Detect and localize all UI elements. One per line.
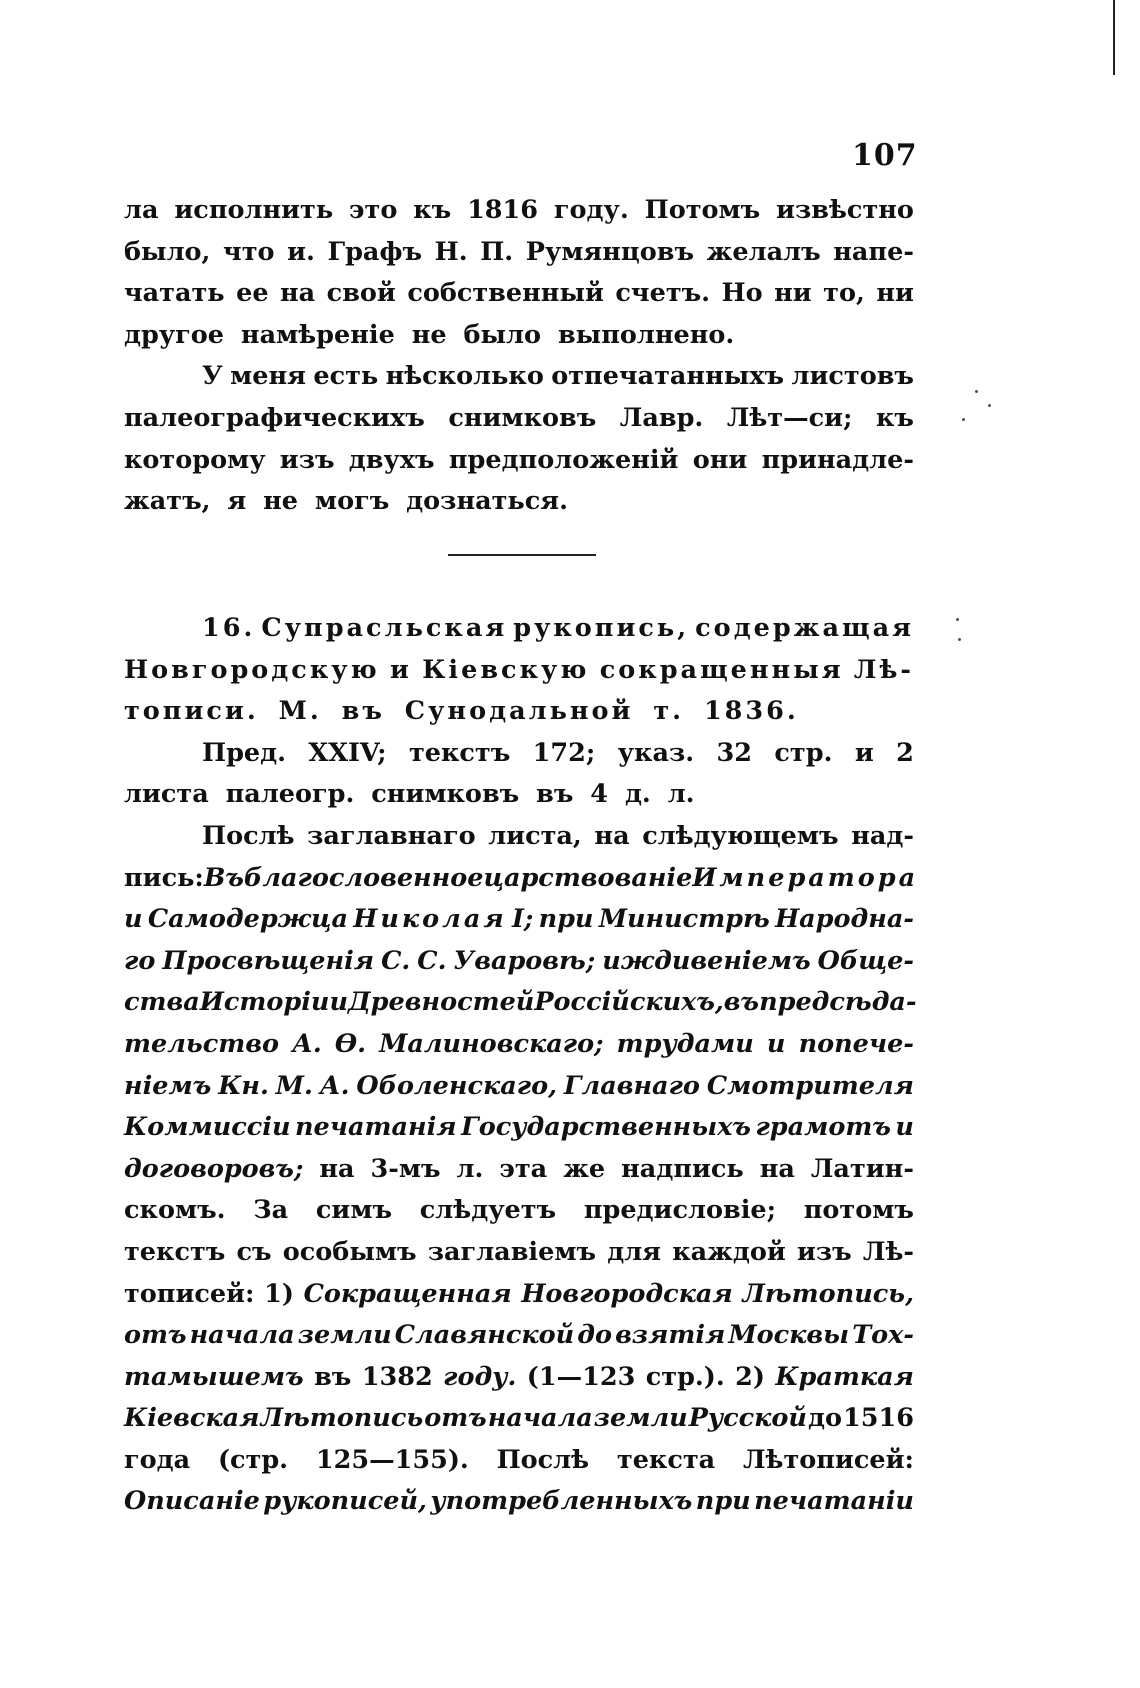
entry-description-line: тописей: 1) Сокращенная Новгородская Лѣтопись, bbox=[124, 1278, 914, 1309]
entry-heading-line: тописи. М. въ Сунодальной т. 1836. bbox=[124, 696, 799, 727]
entry-description-line: Кіевская Лѣтопись отъ начала земли Русской до 1516 bbox=[124, 1403, 914, 1434]
entry-description-line: года (стр. 125—155). Послѣ текста Лѣтописей: bbox=[124, 1444, 914, 1475]
entry-description-line: Послѣ заглавнаго листа, на слѣдующемъ над- bbox=[202, 820, 914, 851]
entry-description-line: договоровъ; на 3-мъ л. эта же надпись на Латин- bbox=[124, 1153, 914, 1184]
entry-description-line: и Самодержца Николая I; при Министрѣ Народна- bbox=[124, 904, 914, 935]
scan-speck bbox=[962, 418, 965, 421]
text-line: другое намѣреніе не было выполнено. bbox=[124, 319, 735, 350]
entry-details-line: листа палеогр. снимковъ въ 4 д. л. bbox=[124, 779, 695, 810]
entry-description-line: Описаніе рукописей, употребленныхъ при печатаніи bbox=[124, 1486, 914, 1517]
entry-description-line: го Просвѣщенія С. С. Уваровѣ; иждивеніемъ Обще- bbox=[124, 945, 914, 976]
entry-block bbox=[124, 608, 919, 1523]
scan-speck bbox=[988, 404, 991, 407]
entry-description-line: тамышемъ въ 1382 году. (1—123 стр.). 2) Краткая bbox=[124, 1361, 914, 1392]
top-text-block bbox=[124, 190, 914, 523]
text-line: У меня есть нѣсколько отпечатанныхъ листовъ bbox=[202, 361, 914, 392]
entry-description-line: тельство А. Ѳ. Малиновскаго; трудами и попече- bbox=[124, 1028, 914, 1059]
text-line: чатать ее на свой собственный счетъ. Но ни то, ни bbox=[124, 278, 914, 309]
text-line: было, что и. Графъ Н. П. Румянцовъ желалъ напе- bbox=[124, 236, 914, 267]
entry-description-line: текстъ съ особымъ заглавіемъ для каждой изъ Лѣ- bbox=[124, 1236, 914, 1267]
entry-heading-line: 16. Супрасльская рукопись, содержащая bbox=[202, 613, 914, 643]
entry-description-line: ніемъ Кн. М. А. Оболенскаго, Главнаго Смотрителя bbox=[124, 1070, 914, 1101]
text-line: палеографическихъ снимковъ Лавр. Лѣт—си; къ bbox=[124, 402, 914, 433]
entry-description-line: отъ начала земли Славянской до взятія Москвы Тох- bbox=[124, 1320, 914, 1351]
entry-details-line: Пред. XXIV; текстъ 172; указ. 32 стр. и 2 bbox=[202, 737, 914, 768]
page-edge-rule bbox=[1113, 0, 1115, 75]
text-line: которому изъ двухъ предположеній они принадле- bbox=[124, 444, 914, 475]
entry-description-line: ства Исторіи и Древностей Россійскихъ, въ предсѣда- bbox=[124, 987, 917, 1018]
text-line: ла исполнить это къ 1816 году. Потомъ извѣстно bbox=[124, 195, 914, 225]
scan-speck bbox=[958, 638, 961, 641]
entry-description-line: пись: Въ благословенное царствованіе Императора bbox=[124, 862, 919, 893]
text-line: жатъ, я не могъ дознаться. bbox=[124, 486, 568, 517]
entry-heading-line: Новгородскую и Кіевскую сокращенныя Лѣ- bbox=[124, 654, 914, 685]
entry-description-line: скомъ. За симъ слѣдуетъ предисловіе; потомъ bbox=[124, 1195, 914, 1226]
scan-speck bbox=[975, 390, 978, 393]
entry-description-line: Коммиссіи печатанія Государственныхъ грамотъ и bbox=[124, 1112, 914, 1143]
section-divider bbox=[448, 554, 596, 556]
page-number: 107 bbox=[852, 138, 918, 173]
scan-speck bbox=[956, 618, 959, 621]
